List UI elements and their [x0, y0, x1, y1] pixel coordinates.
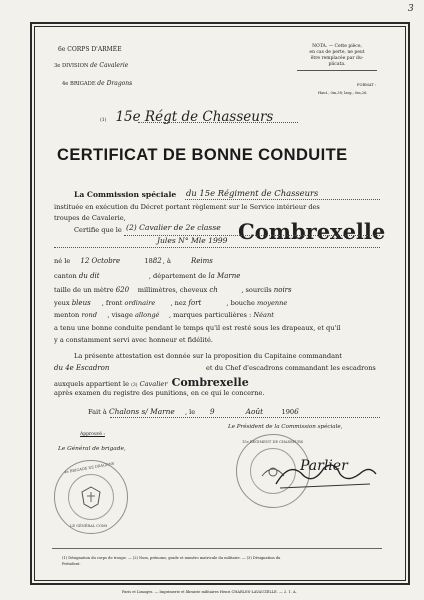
place-date-underline — [110, 417, 380, 418]
footnote-text: (1) Désignation du corps de troupe. — (2) Nom, prénoms, grade et numéro matricule du militaire. — (3) Désignation du — [62, 556, 281, 560]
regiment-hand: 15e Régt de Chasseurs — [115, 109, 274, 125]
attestation-line-3 — [54, 376, 249, 389]
division-line — [54, 62, 128, 69]
president-signature: Parlier — [300, 458, 348, 474]
nota-box — [297, 44, 377, 71]
month-hand: Août — [245, 407, 264, 416]
marques-hand: Néant — [253, 311, 274, 319]
certifie-label: Certifie que le — [74, 226, 122, 234]
regiment-stamp-text: 15e REGIMENT DE CHASSEURS — [242, 440, 304, 444]
general-label: Le Général de brigade, — [58, 446, 126, 452]
format-value: Haut., 0m,38; larg., 0m,26. — [318, 91, 368, 95]
attestation-line-2 — [54, 364, 376, 372]
division-label: 3e DIVISION — [54, 63, 89, 69]
taille-hand: 620 — [115, 286, 130, 294]
nez-hand: fort — [188, 299, 202, 307]
grade-hand: (2) Cavalier de 2e classe — [126, 223, 221, 232]
visage-label: , visage — [107, 311, 133, 319]
commission-underline — [185, 199, 380, 200]
footnote-marker-3: (3) — [131, 383, 138, 388]
millimetres-label: millimètres, cheveux — [137, 286, 208, 294]
year-prefix: 18 — [144, 257, 153, 265]
format-label: FORMAT : — [357, 83, 376, 87]
division-hand: de Cavalerie — [90, 62, 129, 69]
brigade-hand: de Dragons — [97, 80, 133, 87]
printer-line: Paris et Limoges. — Imprimerie et librairie militaires Henri CHARLES-LAVAUZELLE. — 2. 1. A. — [122, 590, 297, 594]
attestation-mid: et du Chef d'escadrons commandant les escadrons — [206, 364, 376, 372]
prenoms-underline — [54, 247, 380, 248]
front-hand: ordinaire — [124, 299, 156, 307]
commission-line-3: troupes de Cavalerie, — [54, 214, 126, 222]
brigade-line — [62, 80, 132, 87]
ne-le-label: né le — [54, 257, 71, 265]
canton-hand: du dit — [78, 272, 100, 280]
corner-mark: 3 — [408, 4, 414, 14]
brigade-label: 4e BRIGADE — [62, 81, 96, 87]
commission-hand: du 15e Régiment de Chasseurs — [186, 188, 319, 198]
brigade-stamp-text: 4e BRIGADE DE DRAGONS — [64, 461, 115, 475]
footnote-rule — [52, 548, 382, 549]
visage-hand: allongé — [134, 311, 160, 319]
place-hand: Chalons s/ Marne — [108, 407, 175, 416]
departement-hand: la Marne — [208, 272, 241, 280]
nota-line-1: NOTA. — Cette pièce, — [312, 44, 362, 49]
taille-label: taille de un mètre — [54, 286, 114, 294]
surname-hand: Combrexelle — [238, 219, 386, 244]
menton-hand: rond — [81, 311, 97, 319]
auxquels-label: auxquels appartient le — [54, 380, 129, 388]
front-label: , front — [101, 299, 123, 307]
footnote-marker-1: (1) — [100, 118, 107, 123]
canton-line — [54, 272, 240, 280]
birth-line — [54, 257, 213, 265]
taille-line — [54, 286, 292, 294]
attestation-line-1: La présente attestation est donnée sur la proposition du Capitaine commandant — [74, 352, 342, 360]
nota-line-2: en cas de perte, ne peut — [309, 50, 365, 55]
le-label: , le — [184, 408, 196, 416]
birth-year-hand: 82 — [152, 257, 162, 265]
menton-label: menton — [54, 311, 80, 319]
corps-label: 6e CORPS D'ARMÉE — [58, 46, 122, 53]
marques-label: , marques particulières : — [168, 311, 252, 319]
document-title: CERTIFICAT DE BONNE CONDUITE — [57, 146, 348, 164]
nez-label: , nez — [170, 299, 187, 307]
brigade-stamp-bottom: LE GÉNÉRAL COMt — [70, 524, 108, 528]
attestation-surname: Combrexelle — [171, 376, 249, 389]
president-label: Le Président de la Commission spéciale, — [228, 424, 343, 430]
canton-label: canton — [54, 272, 77, 280]
footnote-text-2: Président. — [62, 562, 81, 566]
regiment-underline — [138, 122, 298, 123]
year-hand: 6 — [294, 407, 299, 416]
nota-line-4: plicata. — [328, 62, 346, 67]
yeux-hand: bleus — [71, 299, 91, 307]
conduct-line-2: y a constamment servi avec honneur et fidélité. — [54, 336, 213, 344]
day-hand: 9 — [209, 407, 215, 416]
conduct-line-1: a tenu une bonne conduite pendant le temps qu'il est resté sous les drapeaux, et qu'il — [54, 324, 341, 332]
sourcils-label: , sourcils — [241, 286, 272, 294]
departement-label: , département de — [148, 272, 207, 280]
escadron-hand: du 4e Escadron — [54, 364, 110, 372]
certifie-underline — [124, 235, 380, 236]
yeux-label: yeux — [54, 299, 70, 307]
brigade-emblem-icon — [78, 484, 104, 510]
year-prefix-2: 190 — [281, 408, 295, 416]
fait-label: Fait à — [88, 408, 107, 416]
sourcils-hand: noirs — [273, 286, 292, 294]
place-date-line — [88, 407, 299, 416]
nota-line-3: être remplacée par du- — [310, 56, 364, 61]
attestation-grade-hand: Cavalier — [139, 380, 168, 388]
prenoms-hand: Jules N° Mle 1999 — [157, 236, 228, 245]
birth-place-hand: Reims — [191, 257, 213, 265]
commission-line-2: instituée en exécution du Décret portant règlement sur le Service intérieur des — [54, 203, 320, 211]
birth-date-hand: 12 Octobre — [80, 257, 121, 265]
menton-line — [54, 311, 274, 319]
yeux-line — [54, 299, 287, 307]
cheveux-hand: ch — [209, 286, 218, 294]
bouche-hand: moyenne — [257, 299, 288, 307]
attestation-line-4: après examen du registre des punitions, en ce qui le concerne. — [54, 389, 265, 397]
commission-label: La Commission spéciale — [74, 190, 177, 199]
place-prefix: , à — [162, 257, 171, 265]
approuve-label: Approuvé : — [80, 432, 105, 437]
bouche-label: , bouche — [226, 299, 255, 307]
